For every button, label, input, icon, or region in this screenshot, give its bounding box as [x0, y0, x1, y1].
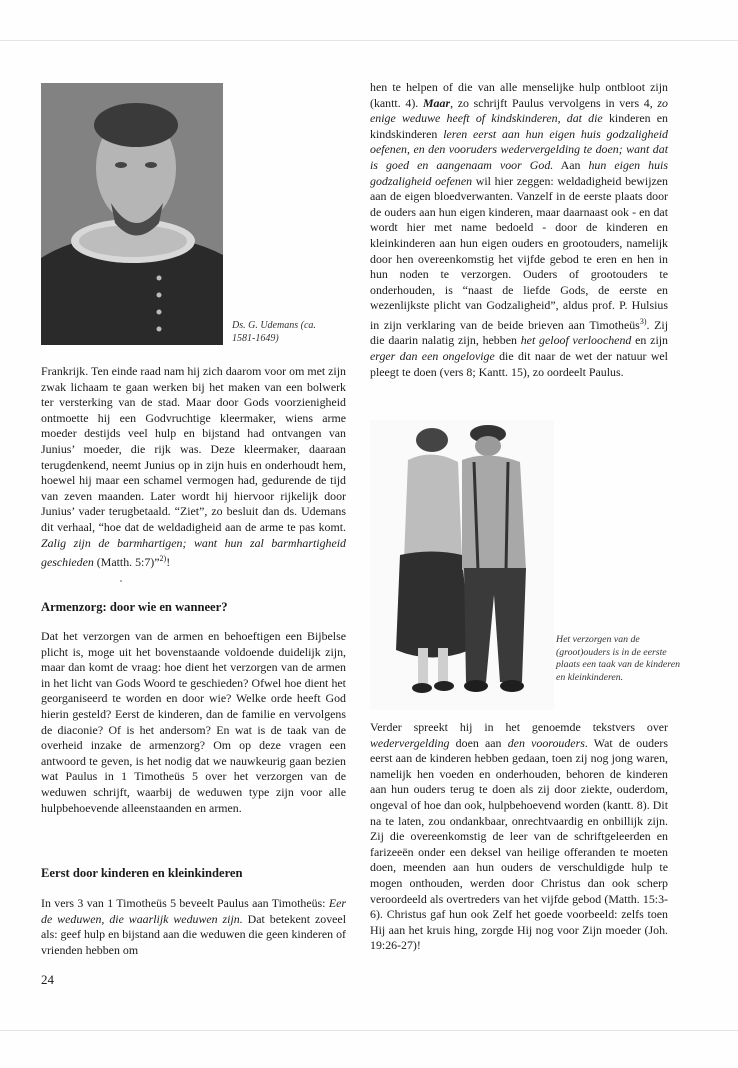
text-run: , zo schrijft Paulus vervolgens in vers 4,	[450, 95, 658, 110]
portrait-caption	[232, 320, 316, 345]
right-column-bottom	[370, 720, 668, 954]
text-run: zo enige weduwe heeft of kindskinderen, dat die	[370, 95, 668, 126]
decorative-dot	[120, 580, 122, 582]
text-run: (Matth. 5:7)”	[93, 555, 160, 570]
text-run: kinderen en kindskinderen	[370, 111, 668, 141]
paragraph-wedervergelding	[370, 720, 668, 954]
text-run: Maar	[422, 95, 451, 110]
left-column-intro	[41, 364, 346, 571]
left-column-paragraph2	[41, 629, 346, 816]
text-run: erger dan een ongelovige	[370, 349, 495, 364]
paragraph-paulus	[370, 80, 668, 380]
text-run: en zijn	[631, 333, 668, 348]
top-rule	[0, 40, 738, 41]
paragraph-armenzorg: Dat het verzorgen van de armen en behoeftigen een Bijbelse plicht is, moge uit het bovenstaande voldoende duidelijk zijn, maar dan komt de vraag: hoe dient het verzorgen van de armen in het licht van Gods Woord te geschieden? Ofwel hoe dient het georganiseerd te worden en door wie? Welke orde heeft God hierin gesteld? Eerst de kinderen, dan de familie en vervolgens de diaconie? Of is het andersom? En wat is de taak van de overheid inzake de armenzorg? Om op deze vragen een antwoord te geven, is het nodig dat we nauwkeurig gaan bezien wat Paulus in 1 Timotheüs 5 over het verzorgen van de weduwen schrijft, waarbij de weduwen type zijn voor alle hulpbehoevende alleenstaanden en armen.	[41, 629, 346, 815]
text-run: doen aan	[449, 735, 508, 750]
text-run: . Wat de ouders eerst aan de kinderen hebben gedaan, toen zij nog jong waren, namelijk hen voeden en onderhouden, behoren de kinderen aan hun ouders terug te doen als zij door ziekte, ouderdom, ongeval of hoe dan ook, hulpbehoevend worden (kantt. 8). Dit na te laten, zou ondankbaar, onrechtvaardig en onbillijk zijn. Zij die overeenkomstig de leer van de schriftgeleerden en farizeeën onder een deksel van heilige offeranden te moeten doen, meenden aan hun ouders de verschuldigde hulp te mogen onthouden, werden door Christus dan ook scherp veroordeeld als overtreders van het vijfde gebod (Matth. 15:3-6). Christus gaf hun ook Zelf het goede voorbeeld: zelfs toen Hij aan het kruis hing, zorgde Hij nog voor Zijn moeder (Joh. 19:26-27)!	[370, 735, 668, 953]
right-column-top	[370, 80, 668, 380]
text-run: Frankrijk. Ten einde raad nam hij zich daarom voor om met zijn zwak lichaam te gaan werken bij het maken van een bolwerk ter versterking van de stad. Maar door Gods voorzienigheid ontmoette hij een Godvruchtige kleermaker, wiens arme moeder destijds veel hulp en bijstand had ontvangen van Junius’ moeder, die rijk was. Deze kleermaker, daaraan terugdenkend, neemt Junius op in zijn huis en onderhoudt hem, hoewel hij maar een schamel vermogen had, gedurende de tijd van zeven maanden. Later wordt hij hiervoor rijkelijk door Junius’ vader terugbetaald. “Ziet”, zo besluit dan ds. Udemans dit verhaal, “hoe dat de weldadigheid aan de arme te pas komt.	[41, 364, 346, 534]
heading-armenzorg: Armenzorg: door wie en wanneer?	[41, 600, 228, 614]
page-number: 24	[41, 972, 54, 987]
elderly-couple-photo	[370, 420, 554, 710]
text-run: den voorouders	[507, 735, 585, 750]
text-run: wil hier zeggen: weldadigheid bewijzen aan de eigen bloedverwanten. Vanzelf in de eerste plaats door de ouders aan hun eigen kinderen, maar daarnaast ook - en dat wordt hier met name bedoeld - door de kinderen en kleinkinderen aan hun eigen ouders en grootouders, namelijk door hen overeenkomstig het vijfde gebod te eren en hen in hun noden te verzorgen. Ouders of grootouders te onderhouden, is “naast de liefde Gods, de eerste en wezenlijkste plicht van Godzaligheid”, aldus prof. P. Hulsius in zijn verklaring van de beide brieven aan Timotheüs	[370, 173, 668, 332]
text-run: 3)	[639, 316, 647, 326]
text-run: Aan	[553, 157, 589, 172]
left-column-paragraph3	[41, 896, 346, 958]
text-run: hen te helpen of die van alle menselijke hulp ontbloot zijn (kantt. 4).	[370, 80, 668, 110]
text-run: In vers 3 van 1 Timotheüs 5 beveelt Paulus aan Timotheüs:	[41, 896, 329, 910]
paragraph-timotheus	[41, 896, 346, 958]
text-run: wedervergelding	[370, 735, 450, 750]
heading-kinderen: Eerst door kinderen en kleinkinderen	[41, 866, 243, 880]
intro-paragraph	[41, 364, 346, 571]
bottom-rule	[0, 1030, 738, 1031]
portrait-caption-line2: 1581-1649)	[232, 332, 279, 344]
text-run: die dit naar de wet der natuur wel pleegt te doen (vers 8; Kantt. 15), zo oordeelt Paulus.	[370, 349, 668, 379]
text-run: Verder spreekt hij in het genoemde tekstvers over	[370, 720, 668, 734]
text-run: Dat betekent zoveel als: geef hulp en bijstand aan die weduwen die geen kinderen of vrienden hebben om	[41, 911, 347, 957]
portrait-caption-line1: Ds. G. Udemans (ca.	[232, 320, 316, 331]
text-run: leren eerst aan hun eigen huis godzaligheid oefenen, en den vooruders wedervergelding te doen; want dat is goed en aangenaam voor God.	[370, 126, 668, 172]
text-run: Eer de weduwen, die waarlijk weduwen zijn.	[41, 896, 346, 926]
text-run: 2)	[159, 554, 167, 564]
text-run: hun eigen huis godzaligheid oefenen	[370, 157, 668, 188]
text-run: !	[166, 555, 171, 570]
text-run: het geloof verloochend	[520, 333, 632, 348]
text-run: . Zij die daarin nalatig zijn, hebben	[370, 317, 668, 348]
portrait-engraving	[41, 83, 223, 345]
text-run: Zalig zijn de barmhartigen; want hun zal barmhartigheid geschieden	[41, 535, 346, 570]
photo-caption: Het verzorgen van de (groot)ouders is in de eerste plaats een taak van de kinderen en kleinkinderen.	[556, 634, 680, 683]
